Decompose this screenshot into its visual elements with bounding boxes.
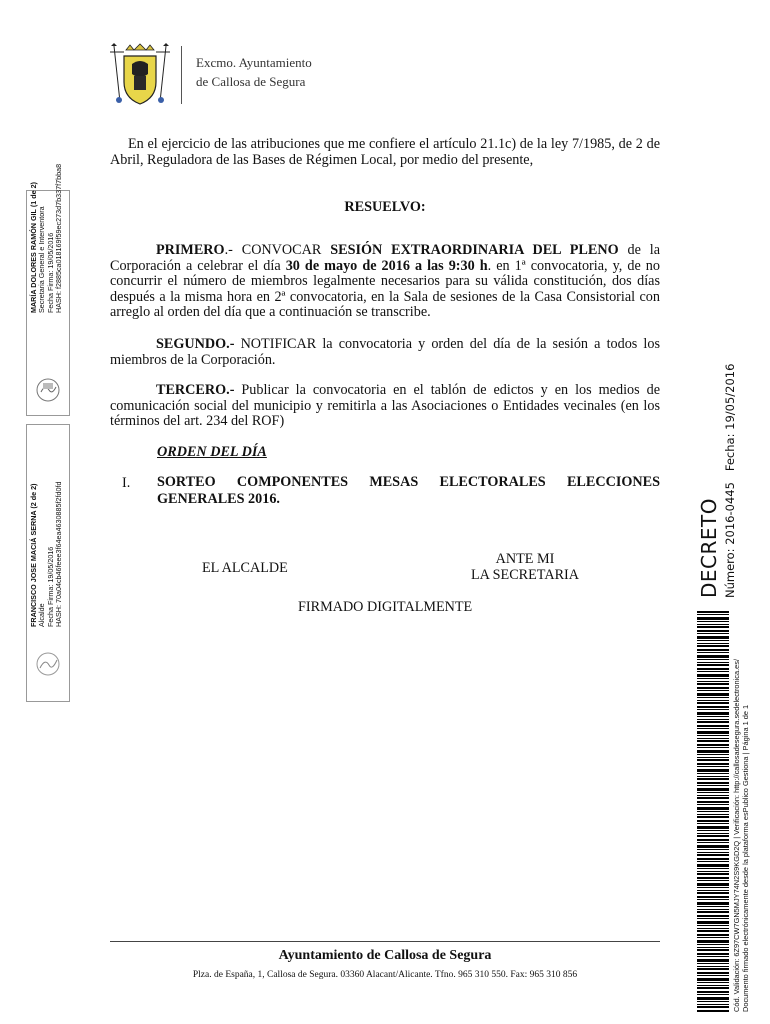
validation-code-line: Cód. Validación: 6Z97CW7GN5MJY74N2S9KGD2Q | Verificación: http://callosadesegura.sedelectronica.es/ [732,658,741,1012]
validation-barcode [697,611,729,1012]
primero-bold-1: SESIÓN EXTRAORDINARIA DEL PLENO [330,242,619,258]
agenda-item-line1: SORTEO COMPONENTES MESAS ELECTORALES ELECCIONES [157,474,660,490]
decree-date: Fecha: 19/05/2016 [723,363,737,472]
signer-2-date: Fecha Firma: 19/05/2016 [45,546,55,627]
decree-title: DECRETO [697,498,721,598]
signer-2-role: Alcalde [37,603,47,627]
tercero-label: TERCERO.- [156,382,235,398]
signer-1-role: Secretaria General e Interventora [37,206,47,313]
primero-text-3: . en 1ª convocatoria, y, de no concurrir el número de miembros legalmente necesarios para su válida constitución, dos días después a la misma hora en 2ª convocatoria, en la Sala de sesiones de la Casa Consistorial con arreglo al orden del día que a continuación se transcribe. [110,257,660,321]
tercero-text: Publicar la convocatoria en el tablón de edictos y en los medios de comunicación social del municipio y remitirla a las Asociaciones o Entidades vecinales (en los términos del art. 234 del ROF) [110,382,660,430]
org-name-line2: de Callosa de Segura [196,74,306,89]
validation-platform-line: Documento firmado electrónicamente desde la plataforma esPublico Gestiona | Página 1 de 1 [741,704,750,1012]
primero-text-1: .- CONVOCAR [224,242,331,258]
coat-of-arms-logo [106,42,174,108]
signature-stamp-1 [26,163,70,416]
validation-text [732,659,750,1012]
signature-1-text [30,164,64,313]
signer-1-name: MARÍA DOLORES RAMÓN GIL (1 de 2) [29,182,38,313]
footer-divider [110,941,660,942]
orden-del-dia-heading: ORDEN DEL DÍA [157,444,267,460]
signature-2-text [30,482,64,627]
signer-2-hash: HASH: 70a04cb46feee3f64ea4630885f2fd0fd [54,481,64,627]
firmado-digitalmente-label: FIRMADO DIGITALMENTE [298,599,473,615]
segundo-paragraph [110,337,660,368]
signature-seal-icon [35,651,61,677]
primero-text-2: de la Corporación a celebrar el día [110,242,660,274]
alcalde-label: EL ALCALDE [202,560,288,576]
tercero-paragraph [110,383,660,430]
agenda-item-number: I. [122,475,131,491]
segundo-label: SEGUNDO.- [156,336,235,352]
footer-org-name: Ayuntamiento de Callosa de Segura [278,948,492,963]
ante-mi-block [470,552,580,583]
resuelvo-heading: RESUELVO: [344,199,426,215]
signer-1-hash: HASH: f2885ca018169f59ec273d7b337f7bba8 [54,163,64,313]
ante-mi-label: ANTE MI [495,551,555,567]
decree-number-date [723,364,737,598]
signer-2-name: FRANCISCO JOSE MACIÁ SERNA (2 de 2) [29,483,38,627]
primero-bold-2: 30 de mayo de 2016 a las 9:30 h [285,257,488,274]
segundo-text: NOTIFICAR la convocatoria y orden del día de la sesión a todos los miembros de la Corporación. [110,336,660,368]
primero-label: PRIMERO [156,242,225,258]
decree-number: Número: 2016-0445 [723,482,737,598]
org-name-line1: Excmo. Ayuntamiento [196,55,312,70]
secretaria-label: LA SECRETARIA [470,566,580,583]
signer-1-date: Fecha Firma: 19/05/2016 [45,232,55,313]
signature-stamp-2 [26,424,70,702]
header-divider [181,46,182,104]
primero-paragraph [110,243,660,321]
intro-paragraph: En el ejercicio de las atribuciones que me confiere el artículo 21.1c) de la ley 7/1985, de 2 de Abril, Reguladora de las Bases de Régimen Local, por medio del presente, [110,136,660,168]
signature-seal-icon [35,377,61,403]
footer-address: Plza. de España, 1, Callosa de Segura. 03360 Alacant/Alicante. Tfno. 965 310 550. Fax: 965 310 856 [192,970,578,980]
agenda-item-line2: GENERALES 2016. [157,491,280,507]
